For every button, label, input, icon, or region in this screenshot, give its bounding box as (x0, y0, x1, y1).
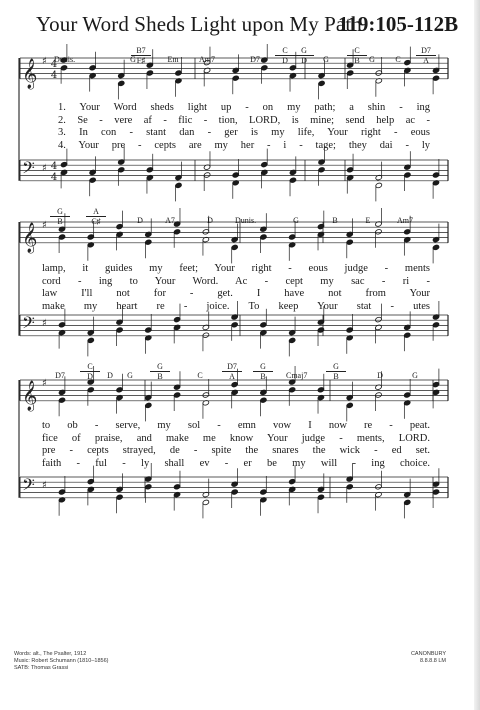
chord-bass: A (416, 55, 436, 65)
chord-top: D7 (250, 55, 260, 64)
chord-symbol (80, 362, 100, 381)
chord-top: G (301, 46, 307, 55)
chord-top: G (57, 207, 63, 216)
bass-clef-icon: 𝄢 (22, 474, 35, 499)
treble-clef-icon: 𝄞 (22, 380, 38, 411)
chord-symbol (416, 46, 436, 65)
chord-top: D7 (227, 362, 237, 371)
chord-top: C (282, 46, 288, 55)
chord-top: Dunis. (54, 55, 76, 64)
chord-symbol (50, 207, 70, 226)
chord-top: C (395, 55, 401, 64)
chord-top: D (137, 216, 143, 225)
lyric-line: faith - ful - ly shall ev - er be my will - ing choice. (42, 457, 430, 469)
key-sharp-icon: ♯ (42, 220, 47, 231)
chord-bass: B (50, 216, 70, 226)
time-sig-top: 4 (50, 161, 58, 172)
time-sig-bottom: 4 (50, 70, 58, 81)
lyric-line: 3. In con - stant dan - ger is my life, Your right - eous (58, 127, 430, 138)
key-sharp-icon: ♯ (42, 378, 47, 389)
chord-symbol (370, 371, 390, 380)
lyric-line: 2. Se - vere af - flic - tion, LORD, is mine; send help ac - (58, 114, 430, 126)
chord-top: D7 (421, 46, 431, 55)
chord-symbol (131, 46, 151, 65)
chord-bass: B (326, 371, 346, 381)
chord-bass: B (150, 371, 170, 381)
hymn-title: Your Word Sheds Light upon My Path (36, 12, 362, 36)
chord-top: A7 (165, 216, 175, 225)
treble-clef-icon: 𝄞 (22, 58, 38, 89)
chord-symbol (150, 362, 170, 381)
chord-top: D7 (55, 371, 65, 380)
chord-top: G (333, 362, 339, 371)
chord-top: B (332, 216, 338, 225)
chord-symbol (245, 55, 265, 64)
chord-top: G (260, 362, 266, 371)
chord-top: B7 (136, 46, 146, 55)
lyric-line: make my heart re - joice. To keep Your stat - utes (42, 300, 430, 312)
chord-symbol (316, 55, 336, 64)
chord-symbol (222, 362, 242, 381)
lyric-line: to ob - serve, my sol - emn vow I now re - peat. (42, 420, 430, 431)
chord-top: D (107, 371, 113, 380)
key-sharp-icon: ♯ (42, 318, 47, 329)
chord-symbol (358, 216, 378, 225)
lyric-line: cord - ing to Your Word. Ac - cept my sac - ri - (42, 275, 430, 287)
chord-top: C (197, 371, 203, 380)
chord-symbol (100, 371, 120, 380)
chord-symbol (275, 46, 295, 65)
chord-top: Cmaj7 (286, 371, 308, 380)
chord-bass: D (275, 55, 295, 65)
credit-music: Music: Robert Schumann (1810–1856) (14, 658, 109, 664)
chord-top: G (369, 55, 375, 64)
chord-top: D (207, 216, 213, 225)
chord-top: G (293, 216, 299, 225)
chord-symbol (325, 216, 345, 225)
lyric-line: lamp, it guides my feet; Your right - eous judge - ments (42, 263, 430, 274)
chord-top: C (87, 362, 93, 371)
chord-symbol (200, 216, 220, 225)
lyric-line: fice of praise, and make me know Your judge - ments, LORD. (42, 432, 430, 444)
key-sharp-icon: ♯ (42, 480, 47, 491)
chord-symbol (190, 371, 210, 380)
chord-symbol (163, 55, 183, 64)
chord-symbol (86, 207, 106, 226)
time-sig-top: 4 (50, 59, 58, 70)
time-sig-bottom: 4 (50, 172, 58, 183)
bass-clef-icon: 𝄢 (22, 312, 35, 337)
chord-symbol (286, 371, 306, 380)
chord-top: Am7 (199, 55, 215, 64)
credit-words: Words: alt., The Psalter, 1912 (14, 651, 87, 657)
chord-top: C (354, 46, 360, 55)
bass-clef-icon: 𝄢 (22, 157, 35, 182)
treble-clef-icon: 𝄞 (22, 222, 38, 253)
hymn-number: 119:105-112B (338, 12, 459, 36)
chord-symbol (405, 371, 425, 380)
chord-symbol (253, 362, 273, 381)
credits (14, 651, 108, 672)
tune-name: CANONBURY (410, 651, 446, 657)
chord-top: G (127, 371, 133, 380)
chord-top: G (157, 362, 163, 371)
chord-top: Am7 (397, 216, 413, 225)
chord-bass: A (222, 371, 242, 381)
tune-meter: 8.8.8.8 LM (420, 658, 446, 664)
chord-top: G (412, 371, 418, 380)
chord-symbol (362, 55, 382, 64)
chord-bass: B (253, 371, 273, 381)
chord-bass: C♯ (86, 216, 106, 226)
chord-top: D (377, 371, 383, 380)
chord-symbol (235, 216, 255, 225)
chord-symbol (395, 216, 415, 225)
chord-top: Em (167, 55, 179, 64)
chord-top: E (365, 216, 371, 225)
tune-info (411, 651, 446, 665)
chord-symbol (130, 216, 150, 225)
lyric-line: law I'll not for - get. I have not from Your (42, 288, 430, 299)
chord-top: G (323, 55, 329, 64)
chord-symbol (197, 55, 217, 64)
lyric-line: pre - cepts strayed, de - spite the snares the wick - ed set. (42, 445, 430, 456)
lyric-line: 1. Your Word sheds light up - on my path; a shin - ing (58, 102, 430, 113)
chord-bass: D (80, 371, 100, 381)
chord-bass: F♯ (131, 55, 151, 65)
chord-symbol (50, 371, 70, 380)
chord-top: G (130, 55, 136, 64)
credit-satb: SATB: Thomas Grassi (14, 665, 69, 671)
chord-symbol (54, 55, 74, 64)
chord-symbol (160, 216, 180, 225)
chord-symbol (326, 362, 346, 381)
chord-bass: B (347, 55, 367, 65)
chord-top: A (93, 207, 99, 216)
chord-top: Dunis. (235, 216, 257, 225)
key-sharp-icon: ♯ (42, 56, 47, 67)
lyric-line: 4. Your pre - cepts are my her - i - tage; they dai - ly (58, 139, 430, 151)
chord-symbol (294, 46, 314, 65)
chord-symbol (120, 371, 140, 380)
key-sharp-icon: ♯ (42, 163, 47, 174)
chord-bass: D (294, 55, 314, 65)
chord-symbol (286, 216, 306, 225)
chord-symbol (388, 55, 408, 64)
